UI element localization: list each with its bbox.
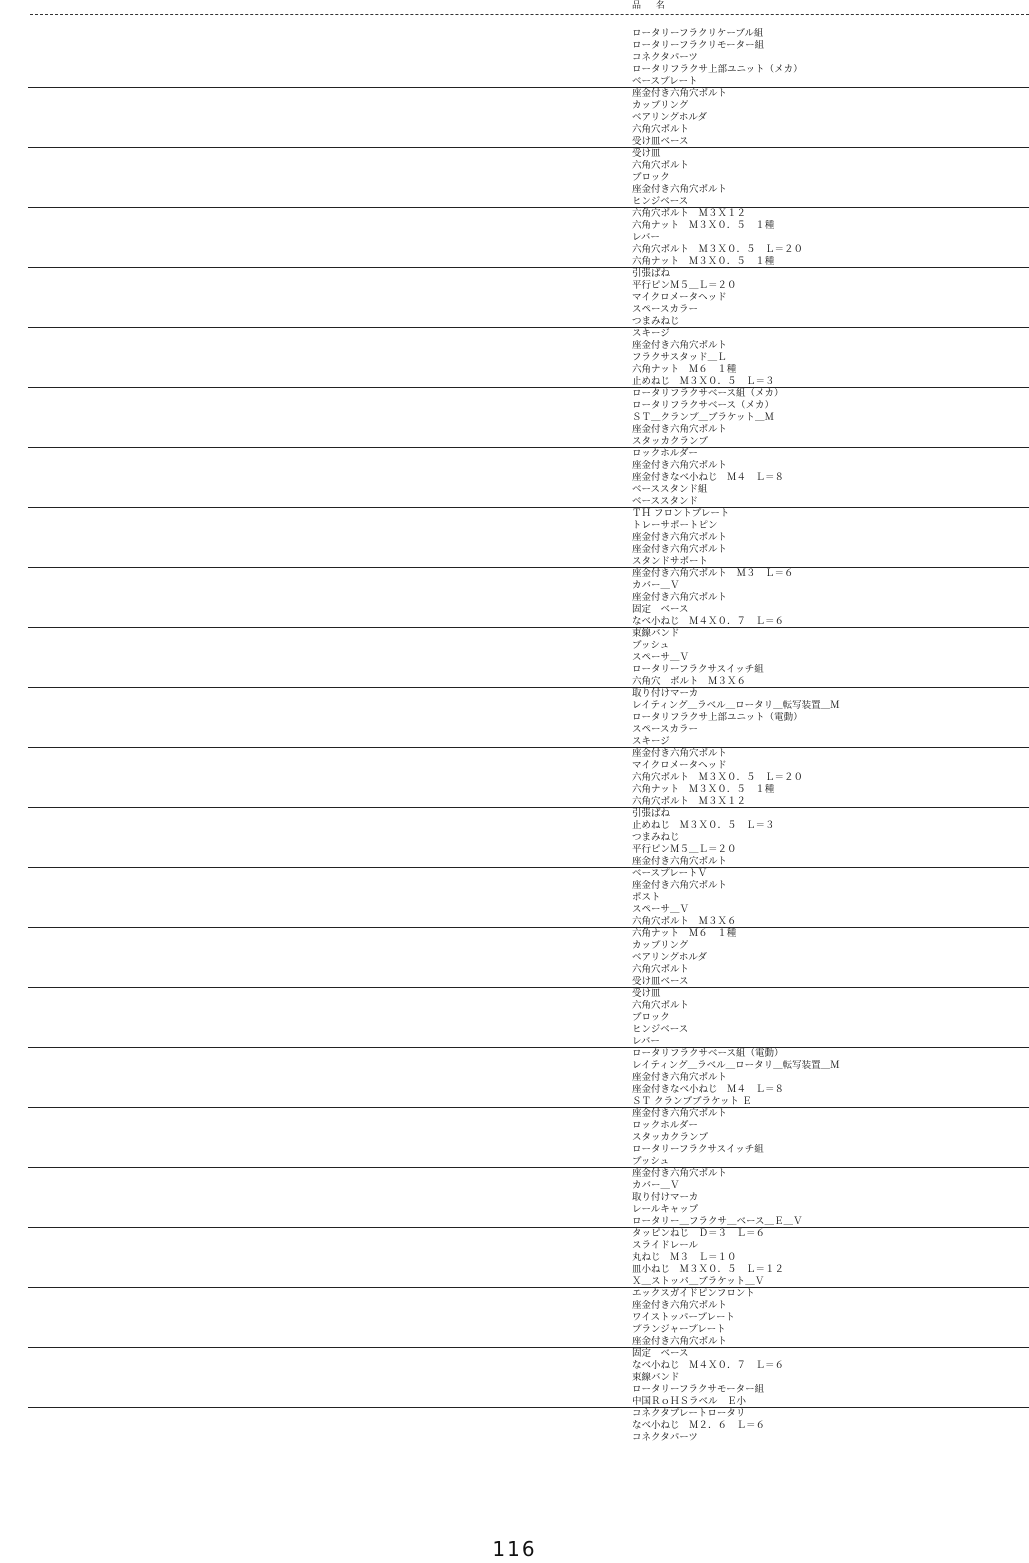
part-name: エックスガイドピンフロント xyxy=(632,1288,755,1299)
part-name: ベアリングホルダ xyxy=(632,112,708,123)
part-name: ロータリフラクサベース組（電動） xyxy=(632,1048,784,1059)
part-name: 六角穴ボルト Ｍ３Ｘ０．５ Ｌ＝２０ xyxy=(632,244,804,255)
part-name: 受け皿ベース xyxy=(632,976,689,987)
part-name: 六角穴ボルト xyxy=(632,160,690,171)
part-name: 六角穴ボルト xyxy=(632,964,690,975)
part-name: つまみねじ xyxy=(632,832,680,843)
part-name: 座金付き六角穴ボルト xyxy=(632,88,728,99)
part-name: 六角穴ボルト Ｍ３Ｘ１２ xyxy=(632,208,747,219)
part-name: スペーサ＿Ｖ xyxy=(632,904,690,915)
part-name: ロータリーフラクリモーター組 xyxy=(632,40,765,51)
part-name: ベースプレート xyxy=(632,76,698,87)
part-name: ベースプレートＶ xyxy=(632,868,708,879)
part-name: 座金付き六角穴ボルト xyxy=(632,460,728,471)
part-name: 受け皿 xyxy=(632,988,661,999)
part-name: 受け皿 xyxy=(632,148,661,159)
part-name: 丸ねじ Ｍ３ Ｌ＝１０ xyxy=(632,1252,737,1263)
part-name: 六角穴ボルト xyxy=(632,1000,690,1011)
part-name: ヒンジベース xyxy=(632,196,689,207)
part-name: マイクロメータヘッド xyxy=(632,292,727,303)
part-name: 座金付き六角穴ボルト xyxy=(632,856,728,867)
part-name: スタッカクランプ xyxy=(632,436,709,447)
part-name: 取り付けマーカ xyxy=(632,1192,699,1203)
part-group xyxy=(0,1348,1029,1408)
part-name: 束線バンド xyxy=(632,628,680,639)
part-name: タッピンねじ Ｄ＝３ Ｌ＝６ xyxy=(632,1228,766,1239)
part-name: 受け皿ベース xyxy=(632,136,689,147)
part-name: コネクタパーツ xyxy=(632,1432,698,1443)
part-name: Ｘ＿ストッパ＿ブラケット＿Ｖ xyxy=(632,1276,765,1287)
part-name: スペースカラー xyxy=(632,724,699,735)
part-group xyxy=(0,568,1029,628)
part-name: 座金付きなべ小ねじ Ｍ４ Ｌ＝８ xyxy=(632,1084,785,1095)
part-group xyxy=(0,928,1029,988)
part-name: 座金付きなべ小ねじ Ｍ４ Ｌ＝８ xyxy=(632,472,785,483)
part-name: 座金付き六角穴ボルト xyxy=(632,424,728,435)
part-name: コネクタプレートロータリ xyxy=(632,1408,746,1419)
part-name: ベーススタンド xyxy=(632,496,699,507)
part-name: ＳＴ＿クランプ＿ブラケット＿Ｍ xyxy=(632,412,775,423)
part-group xyxy=(0,1168,1029,1228)
part-name: 六角ナット Ｍ６ １種 xyxy=(632,364,737,375)
part-name: コネクタパーツ xyxy=(632,52,698,63)
part-name: 止めねじ Ｍ３Ｘ０．５ Ｌ＝３ xyxy=(632,820,775,831)
part-name: つまみねじ xyxy=(632,316,680,327)
part-name: 六角ナット Ｍ３Ｘ０．５ １種 xyxy=(632,256,775,267)
part-group xyxy=(0,1048,1029,1108)
part-name: 座金付き六角穴ボルト Ｍ３ Ｌ＝６ xyxy=(632,568,794,579)
part-name: ブロック xyxy=(632,1012,670,1023)
part-name: 中国ＲｏＨＳラベル Ｅ小 xyxy=(632,1396,747,1407)
part-name: 固定 ベース xyxy=(632,1348,689,1359)
parts-list xyxy=(0,28,1029,1468)
page-number: 116 xyxy=(492,1537,537,1561)
part-name: スタッカクランプ xyxy=(632,1132,709,1143)
part-group xyxy=(0,1288,1029,1348)
part-name: 座金付き六角穴ボルト xyxy=(632,184,728,195)
part-name: ロータリーフラクサスイッチ組 xyxy=(632,664,764,675)
part-name: カップリング xyxy=(632,100,689,111)
part-group xyxy=(0,148,1029,208)
part-group xyxy=(0,868,1029,928)
part-name: 六角ナット Ｍ３Ｘ０．５ １種 xyxy=(632,220,775,231)
part-name: ブッシュ xyxy=(632,1156,670,1167)
part-group xyxy=(0,1228,1029,1288)
part-group xyxy=(0,1108,1029,1168)
part-name: ポスト xyxy=(632,892,661,903)
part-name: 座金付き六角穴ボルト xyxy=(632,1168,728,1179)
part-name: なべ小ねじ Ｍ４Ｘ０．７ Ｌ＝６ xyxy=(632,616,785,627)
part-name: プランジャープレート xyxy=(632,1324,726,1335)
part-name: ヒンジベース xyxy=(632,1024,689,1035)
part-name: トレーサポートピン xyxy=(632,520,718,531)
part-name: ロータリフラクサベース（メカ） xyxy=(632,400,775,411)
part-name: ブロック xyxy=(632,172,670,183)
part-name: なべ小ねじ Ｍ４Ｘ０．７ Ｌ＝６ xyxy=(632,1360,785,1371)
part-name: 六角ナット Ｍ３Ｘ０．５ １種 xyxy=(632,784,775,795)
part-name: ベアリングホルダ xyxy=(632,952,708,963)
part-group xyxy=(0,508,1029,568)
part-name: 座金付き六角穴ボルト xyxy=(632,340,728,351)
part-name: スキージ xyxy=(632,736,670,747)
part-name: レイティング＿ラベル＿ロータリ＿転写装置＿Ｍ xyxy=(632,1060,840,1071)
part-name: ロータリフラクサ上部ユニット（メカ） xyxy=(632,64,803,75)
part-name: 六角穴 ボルト Ｍ３Ｘ６ xyxy=(632,676,747,687)
part-group xyxy=(0,88,1029,148)
part-name: 六角穴ボルト Ｍ３Ｘ０．５ Ｌ＝２０ xyxy=(632,772,804,783)
part-group xyxy=(0,28,1029,88)
part-group xyxy=(0,988,1029,1048)
part-group xyxy=(0,628,1029,688)
part-name: マイクロメータヘッド xyxy=(632,760,727,771)
part-name: スキージ xyxy=(632,328,670,339)
part-name: 取り付けマーカ xyxy=(632,688,699,699)
part-name: 座金付き六角穴ボルト xyxy=(632,532,728,543)
part-group xyxy=(0,748,1029,808)
part-name: ロックホルダー xyxy=(632,1120,698,1131)
part-name: 六角穴ボルト Ｍ３Ｘ１２ xyxy=(632,796,747,807)
part-group xyxy=(0,388,1029,448)
part-name: ＴＨ フロントプレート xyxy=(632,508,730,519)
part-name: 座金付き六角穴ボルト xyxy=(632,1072,728,1083)
part-name: 六角穴ボルト Ｍ３Ｘ６ xyxy=(632,916,737,927)
part-name: 引張ばね xyxy=(632,268,671,279)
part-name: 引張ばね xyxy=(632,808,671,819)
part-name: 止めねじ Ｍ３Ｘ０．５ Ｌ＝３ xyxy=(632,376,775,387)
part-name: 座金付き六角穴ボルト xyxy=(632,1300,728,1311)
header-dashed-rule xyxy=(30,14,1029,15)
part-name: 平行ピンＭ５＿Ｌ＝２０ xyxy=(632,280,737,291)
part-name: 六角ナット Ｍ６ １種 xyxy=(632,928,737,939)
part-name: スライドレール xyxy=(632,1240,699,1251)
part-group xyxy=(0,448,1029,508)
part-name: 座金付き六角穴ボルト xyxy=(632,880,728,891)
part-name: 座金付き六角穴ボルト xyxy=(632,1108,728,1119)
part-group xyxy=(0,1408,1029,1468)
part-name: カバー＿Ｖ xyxy=(632,580,680,591)
part-group xyxy=(0,268,1029,328)
part-name: 座金付き六角穴ボルト xyxy=(632,1336,728,1347)
part-name: カップリング xyxy=(632,940,689,951)
part-name: レイティング＿ラベル＿ロータリ＿転写装置＿Ｍ xyxy=(632,700,840,711)
part-name: 固定 ベース xyxy=(632,604,689,615)
part-name: レバー xyxy=(632,1036,660,1047)
part-group xyxy=(0,208,1029,268)
part-name: 座金付き六角穴ボルト xyxy=(632,592,728,603)
part-name: ベーススタンド組 xyxy=(632,484,708,495)
part-name: ロックホルダー xyxy=(632,448,698,459)
part-name: 座金付き六角穴ボルト xyxy=(632,748,728,759)
part-group xyxy=(0,808,1029,868)
part-name: ロータリフラクサベース組（メカ） xyxy=(632,388,784,399)
part-name: ロータリーフラクサスイッチ組 xyxy=(632,1144,764,1155)
part-group xyxy=(0,328,1029,388)
part-name: 座金付き六角穴ボルト xyxy=(632,544,728,555)
part-name: なべ小ねじ Ｍ２．６ Ｌ＝６ xyxy=(632,1420,766,1431)
part-name: カバー＿Ｖ xyxy=(632,1180,680,1191)
part-name: 皿小ねじ Ｍ３Ｘ０．５ Ｌ＝１２ xyxy=(632,1264,785,1275)
part-name: スペースカラー xyxy=(632,304,699,315)
column-header-hinmei: 品 名 xyxy=(632,1,671,11)
part-name: ロータリフラクサ上部ユニット（電動） xyxy=(632,712,803,723)
part-name: 平行ピンＭ５＿Ｌ＝２０ xyxy=(632,844,737,855)
part-name: ブッシュ xyxy=(632,640,670,651)
part-name: 束線バンド xyxy=(632,1372,680,1383)
part-name: ロータリーフラクサモーター組 xyxy=(632,1384,765,1395)
part-name: フラクサスタッド＿Ｌ xyxy=(632,352,727,363)
part-name: ロータリー＿フラクサ＿ベース＿Ｅ＿Ｖ xyxy=(632,1216,803,1227)
part-name: レバー xyxy=(632,232,660,243)
part-name: ワイストッパープレート xyxy=(632,1312,735,1323)
part-name: ＳＴ クランプブラケット Ｅ xyxy=(632,1096,752,1107)
part-group xyxy=(0,688,1029,748)
part-name: 六角穴ボルト xyxy=(632,124,690,135)
part-name: スペーサ＿Ｖ xyxy=(632,652,690,663)
part-name: ロータリーフラクリケーブル組 xyxy=(632,28,764,39)
part-name: レールキャップ xyxy=(632,1204,699,1215)
part-name: スタンドサポート xyxy=(632,556,709,567)
